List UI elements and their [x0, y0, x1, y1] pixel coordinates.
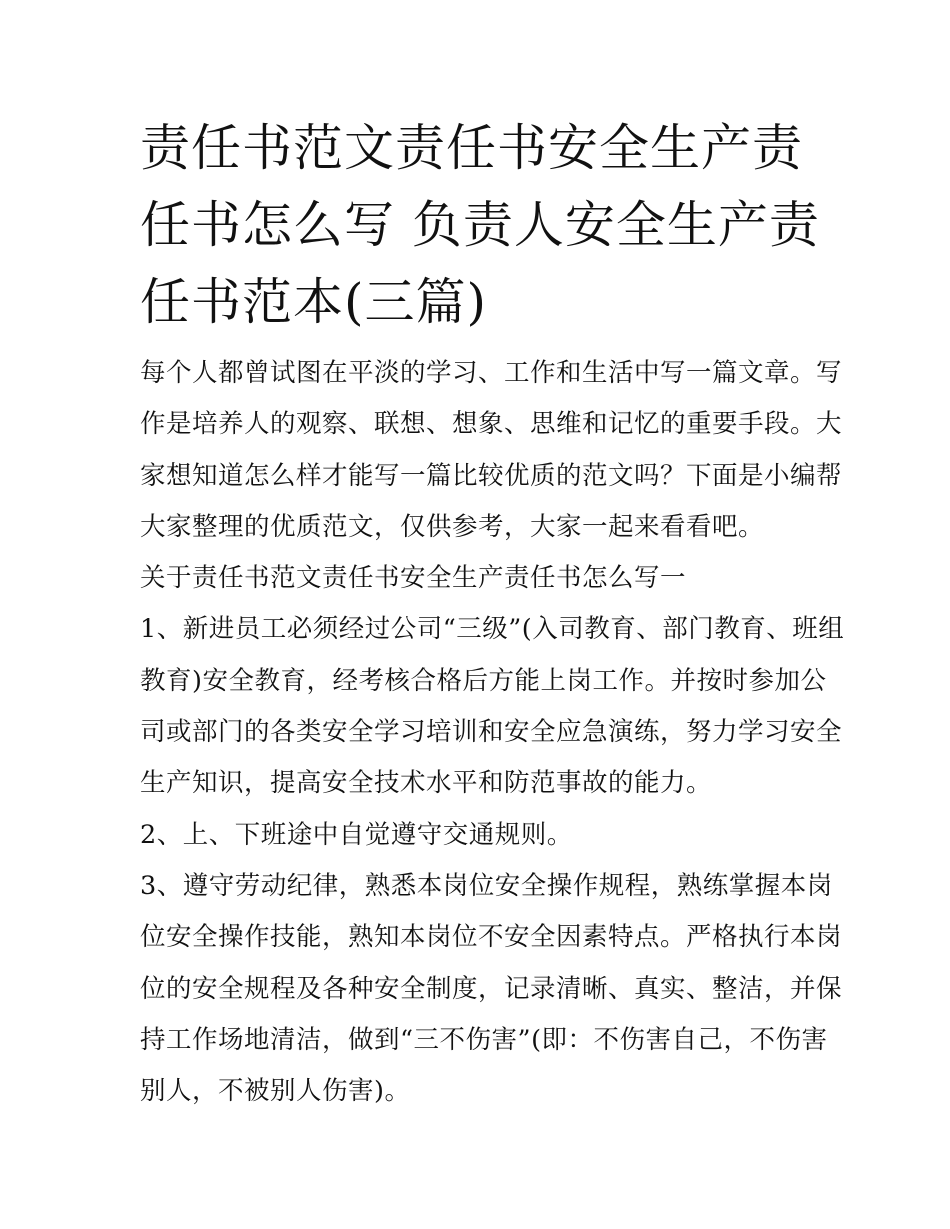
section-heading: 关于责任书范文责任书安全生产责任书怎么写一 [140, 563, 687, 594]
document-body [140, 348, 845, 1117]
clause-line: 3、遵守劳动纪律，熟悉本岗位安全操作规程，熟练掌握本岗 [140, 870, 833, 901]
document-page [140, 110, 845, 1117]
clause-line: 位安全操作技能，熟知本岗位不安全因素特点。严格执行本岗 [140, 922, 843, 953]
title-line: 任书怎么写 负责人安全生产责 [140, 196, 820, 254]
clause-line: 别人，不被别人伤害)。 [140, 1076, 411, 1107]
clause-line: 1、新进员工必须经过公司“三级”(入司教育、部门教育、班组 [140, 614, 845, 645]
document-title [140, 110, 820, 341]
clause-line: 位的安全规程及各种安全制度，记录清晰、真实、整洁，并保 [140, 973, 843, 1004]
clause-line: 司或部门的各类安全学习培训和安全应急演练，努力学习安全 [140, 717, 843, 748]
clause-line: 持工作场地清洁，做到“三不伤害”(即：不伤害自己，不伤害 [140, 1024, 828, 1055]
title-line: 责任书范文责任书安全生产责 [140, 119, 803, 177]
intro-line: 每个人都曾试图在平淡的学习、工作和生活中写一篇文章。写 [140, 358, 843, 388]
clause-line: 教育)安全教育，经考核合格后方能上岗工作。并按时参加公 [140, 665, 827, 696]
clause-line: 生产知识，提高安全技术水平和防范事故的能力。 [140, 768, 713, 799]
intro-line: 作是培养人的观察、联想、想象、思维和记忆的重要手段。大 [140, 409, 843, 440]
intro-line: 家想知道怎么样才能写一篇比较优质的范文吗？下面是小编帮 [140, 460, 843, 491]
title-line: 任书范本(三篇) [140, 273, 488, 331]
clause-line: 2、上、下班途中自觉遵守交通规则。 [140, 819, 573, 850]
intro-line: 大家整理的优质范文，仅供参考，大家一起来看看吧。 [140, 511, 765, 542]
